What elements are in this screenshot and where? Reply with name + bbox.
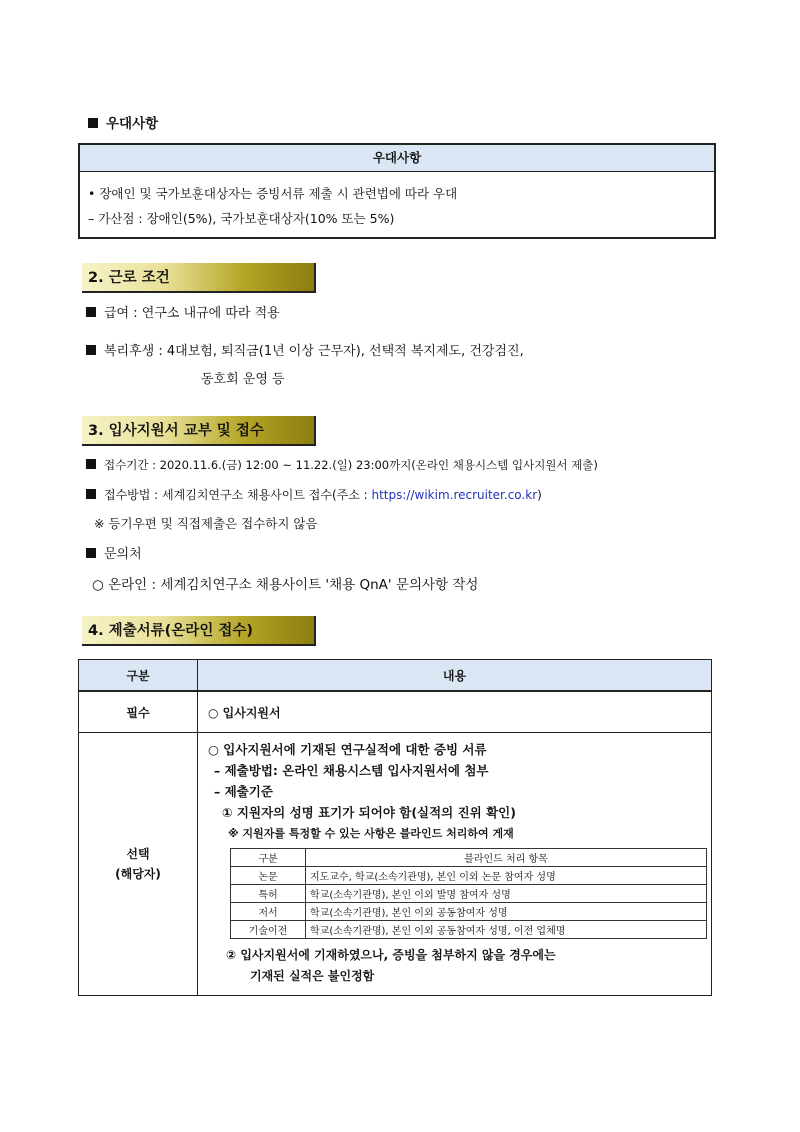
optional-note-2-cont: 기재된 실적은 불인정함 (250, 969, 375, 983)
blind-col-items: 블라인드 처리 항목 (306, 849, 707, 867)
documents-heading: 4. 제출서류(온라인 접수) (82, 616, 316, 646)
optional-note-2: ② 입사지원서에 기재하였으나, 증빙을 첨부하지 않을 경우에는 (226, 948, 556, 962)
optional-label: 선택 (해당자) (79, 733, 198, 996)
table-row: 특허 학교(소속기관명), 본인 이외 발명 참여자 성명 (231, 885, 707, 903)
table-row: 논문 지도교수, 학교(소속기관명), 본인 이외 논문 참여자 성명 (231, 867, 707, 885)
preference-line-1: • 장애인 및 국가보훈대상자는 증빙서류 제출 시 관련법에 따라 우대 (88, 186, 458, 201)
preference-box (78, 143, 716, 239)
required-label: 필수 (79, 691, 198, 733)
square-bullet-icon (86, 489, 96, 499)
blind-items-table (230, 848, 707, 939)
inquiry-label: 문의처 (86, 543, 142, 562)
optional-line: ○ 입사지원서에 기재된 연구실적에 대한 증빙 서류 (208, 742, 487, 757)
method-line: 접수방법 : 세계김치연구소 채용사이트 접수(주소 : https://wikim.recruiter.co.kr) (86, 486, 542, 503)
required-content: ○ 입사지원서 (198, 691, 712, 733)
recruit-site-link[interactable]: https://wikim.recruiter.co.kr (371, 488, 538, 502)
optional-line: ① 지원자의 성명 표기가 되어야 함(실적의 진위 확인) (222, 805, 516, 820)
period-line: 접수기간 : 2020.11.6.(금) 12:00 ~ 11.22.(일) 23:00까지(온라인 채용시스템 입사지원서 제출) (86, 457, 598, 473)
table-row: 저서 학교(소속기관명), 본인 이외 공동참여자 성명 (231, 903, 707, 921)
documents-table (78, 659, 712, 996)
submission-note: ※ 등기우편 및 직접제출은 접수하지 않음 (94, 516, 318, 531)
square-bullet-icon (86, 548, 96, 558)
optional-line: – 제출기준 (214, 784, 273, 799)
welfare-line: 복리후생 : 4대보험, 퇴직금(1년 이상 근무자), 선택적 복지제도, 건강검진, (86, 340, 524, 359)
optional-line: ※ 지원자를 특정할 수 있는 사항은 블라인드 처리하여 게재 (228, 827, 514, 840)
preference-box-header: 우대사항 (80, 145, 714, 172)
preference-line-2: – 가산점 : 장애인(5%), 국가보훈대상자(10% 또는 5%) (88, 211, 395, 226)
application-heading: 3. 입사지원서 교부 및 접수 (82, 416, 316, 446)
square-bullet-icon (86, 307, 96, 317)
square-bullet-icon (86, 345, 96, 355)
work-conditions-heading: 2. 근로 조건 (82, 263, 316, 293)
welfare-line-cont: 동호회 운영 등 (201, 372, 285, 387)
optional-line: – 제출방법: 온라인 채용시스템 입사지원서에 첨부 (214, 763, 489, 778)
documents-col-category: 구분 (79, 660, 198, 692)
square-bullet-icon (88, 118, 98, 128)
inquiry-online-line: ○ 온라인 : 세계김치연구소 채용사이트 '채용 QnA' 문의사항 작성 (92, 577, 479, 593)
square-bullet-icon (86, 459, 96, 469)
table-row: 기술이전 학교(소속기관명), 본인 이외 공동참여자 성명, 이전 업체명 (231, 921, 707, 939)
preference-section-title: 우대사항 (88, 112, 158, 132)
optional-content (198, 733, 712, 996)
blind-col-category: 구분 (231, 849, 306, 867)
documents-col-content: 내용 (198, 660, 712, 692)
salary-line: 급여 : 연구소 내규에 따라 적용 (86, 302, 280, 321)
